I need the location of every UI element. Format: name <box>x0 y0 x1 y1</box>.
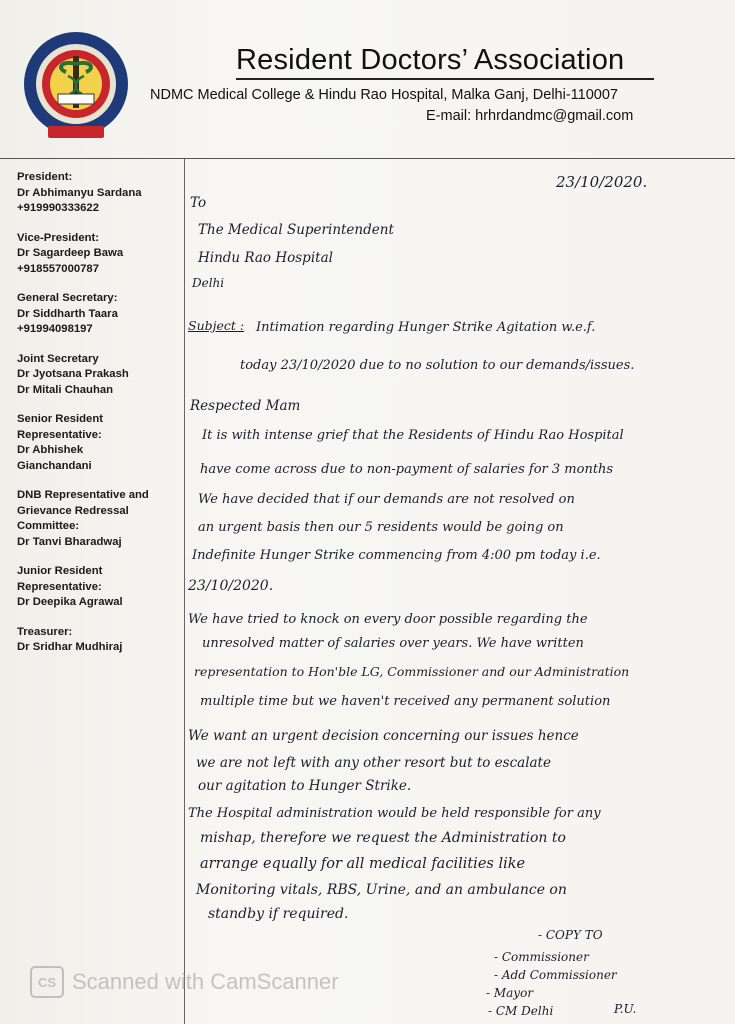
member-name: Gianchandani <box>17 459 92 472</box>
copy-to-item: - Mayor <box>486 986 534 1000</box>
role-label: Representative: <box>17 580 102 593</box>
body-line: unresolved matter of salaries over years. We have written <box>202 636 584 651</box>
copy-to-item: - Add Commissioner <box>494 968 617 982</box>
role-label: Committee: <box>17 520 80 532</box>
office-bearers-sidebar <box>17 170 177 670</box>
member-name: Dr Sridhar Mudhiraj <box>17 641 123 653</box>
camscanner-watermark <box>30 966 339 998</box>
junior-rep-block <box>17 564 177 611</box>
member-name: Dr Abhimanyu Sardana <box>17 186 142 199</box>
member-phone: +919990333622 <box>17 202 99 214</box>
recipient-line: Delhi <box>192 276 225 290</box>
role-label: Joint Secretary <box>17 352 99 365</box>
member-name: Dr Mitali Chauhan <box>17 383 114 396</box>
recipient-line: The Medical Superintendent <box>198 222 394 238</box>
subject-label: Subject : <box>188 318 245 333</box>
camscanner-icon: CS <box>30 966 64 998</box>
role-label: Junior Resident <box>17 565 103 577</box>
body-line: our agitation to Hunger Strike. <box>198 778 412 794</box>
body-line: Indefinite Hunger Strike commencing from 4:00 pm today i.e. <box>192 548 601 563</box>
member-name: Dr Siddharth Taara <box>17 307 118 320</box>
body-line: We want an urgent decision concerning our issues hence <box>188 728 579 744</box>
role-label: DNB Representative and <box>17 489 149 501</box>
body-line: have come across due to non-payment of salaries for 3 months <box>200 462 614 477</box>
member-name: Dr Deepika Agrawal <box>17 596 123 608</box>
member-name: Dr Abhishek <box>17 444 84 456</box>
salutation: Respected Mam <box>190 398 301 414</box>
member-name: Dr Tanvi Bharadwaj <box>17 535 122 548</box>
member-phone: +91994098197 <box>17 323 93 335</box>
member-name: Dr Jyotsana Prakash <box>17 368 129 380</box>
header-divider <box>0 158 735 159</box>
association-address: NDMC Medical College & Hindu Rao Hospital, Malka Ganj, Delhi-110007 <box>150 87 618 103</box>
member-name: Dr Sagardeep Bawa <box>17 247 124 259</box>
association-title: Resident Doctors’ Association <box>236 44 625 76</box>
association-logo <box>22 30 130 142</box>
role-label: Grievance Redressal <box>17 504 129 517</box>
role-label: Vice-President: <box>17 231 100 244</box>
body-line: representation to Hon'ble LG, Commissioner and our Administration <box>194 664 630 679</box>
body-line: 23/10/2020. <box>188 578 274 594</box>
body-line: we are not left with any other resort but to escalate <box>196 755 551 771</box>
role-label: President: <box>17 171 73 183</box>
subject-line: Intimation regarding Hunger Strike Agitation w.e.f. <box>256 320 596 335</box>
association-email: E-mail: hrhrdandmc@gmail.com <box>426 108 634 124</box>
body-line: The Hospital administration would be held responsible for any <box>188 806 601 821</box>
role-label: Treasurer: <box>17 625 73 638</box>
copy-to-item: - CM Delhi <box>488 1004 554 1018</box>
body-line: mishap, therefore we request the Administration to <box>200 830 566 846</box>
vice-president-block <box>17 231 177 278</box>
president-block <box>17 170 177 217</box>
body-line: arrange equally for all medical facilities like <box>200 856 526 872</box>
letter-to: To <box>190 195 207 211</box>
role-label: Representative: <box>17 428 102 441</box>
member-phone: +918557000787 <box>17 262 99 275</box>
joint-secretary-block <box>17 352 177 399</box>
body-line: standby if required. <box>208 906 349 922</box>
body-line: Monitoring vitals, RBS, Urine, and an ambulance on <box>196 882 567 898</box>
body-line: multiple time but we haven't received any permanent solution <box>200 694 611 709</box>
copy-to-item: P.U. <box>614 1002 637 1016</box>
senior-rep-block <box>17 412 177 474</box>
recipient-line: Hindu Rao Hospital <box>198 250 333 266</box>
body-line: We have decided that if our demands are not resolved on <box>198 492 575 507</box>
watermark-text: Scanned with CamScanner <box>72 969 339 994</box>
sidebar-divider <box>184 159 185 1024</box>
body-line: It is with intense grief that the Residents of Hindu Rao Hospital <box>202 428 624 443</box>
general-secretary-block <box>17 291 177 338</box>
letter-date: 23/10/2020. <box>556 173 648 191</box>
subject-line: today 23/10/2020 due to no solution to our demands/issues. <box>240 358 635 373</box>
dnb-rep-block <box>17 488 177 550</box>
body-line: We have tried to knock on every door possible regarding the <box>188 612 588 627</box>
title-underline <box>236 78 654 80</box>
role-label: Senior Resident <box>17 413 104 425</box>
copy-to-label: - COPY TO <box>538 928 603 942</box>
body-line: an urgent basis then our 5 residents would be going on <box>198 520 564 535</box>
copy-to-item: - Commissioner <box>494 950 589 964</box>
treasurer-block <box>17 625 177 656</box>
role-label: General Secretary: <box>17 292 118 304</box>
